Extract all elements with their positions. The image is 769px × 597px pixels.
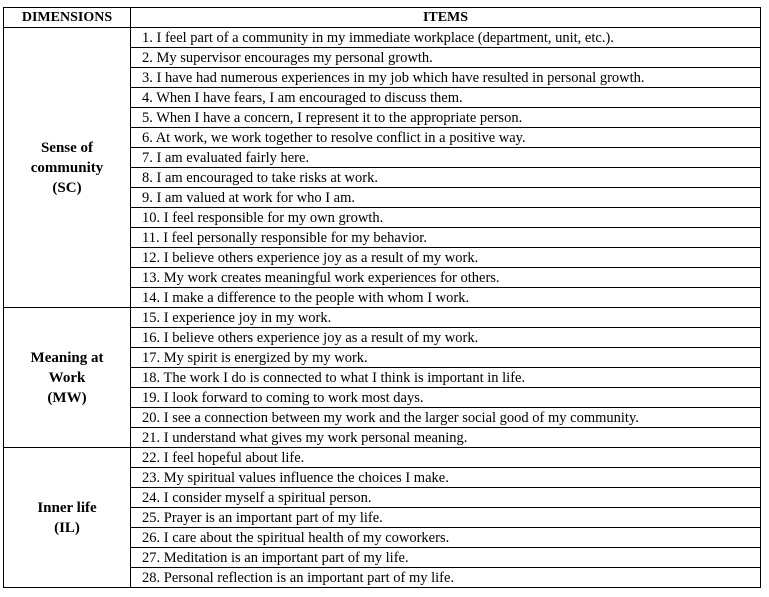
item-cell: 25. Prayer is an important part of my life. [131,508,761,528]
item-cell: 14. I make a difference to the people with whom I work. [131,288,761,308]
item-cell: 28. Personal reflection is an important part of my life. [131,568,761,588]
item-cell: 20. I see a connection between my work and the larger social good of my community. [131,408,761,428]
dimension-label-line: Inner life [37,499,97,516]
item-cell: 23. My spiritual values influence the choices I make. [131,468,761,488]
item-cell: 9. I am valued at work for who I am. [131,188,761,208]
item-cell: 26. I care about the spiritual health of my coworkers. [131,528,761,548]
item-cell: 18. The work I do is connected to what I think is important in life. [131,368,761,388]
dimension-cell [4,28,131,308]
header-dimensions: DIMENSIONS [4,8,131,28]
header-items: ITEMS [131,8,761,28]
item-cell: 15. I experience joy in my work. [131,308,761,328]
item-cell: 10. I feel responsible for my own growth. [131,208,761,228]
table-row [4,448,761,468]
item-cell: 7. I am evaluated fairly here. [131,148,761,168]
item-cell: 3. I have had numerous experiences in my job which have resulted in personal growth. [131,68,761,88]
dimension-label-line: (MW) [47,389,87,406]
item-cell: 11. I feel personally responsible for my behavior. [131,228,761,248]
header-row [4,8,761,28]
item-cell: 12. I believe others experience joy as a result of my work. [131,248,761,268]
table-row [4,308,761,328]
item-cell: 6. At work, we work together to resolve conflict in a positive way. [131,128,761,148]
dimension-cell [4,448,131,588]
item-cell: 8. I am encouraged to take risks at work. [131,168,761,188]
dimension-label-line: (SC) [52,179,82,196]
item-cell: 21. I understand what gives my work personal meaning. [131,428,761,448]
item-cell: 19. I look forward to coming to work most days. [131,388,761,408]
dimensions-items-table [3,7,761,588]
item-cell: 5. When I have a concern, I represent it to the appropriate person. [131,108,761,128]
item-cell: 17. My spirit is energized by my work. [131,348,761,368]
dimension-label-line: Sense of [40,139,94,156]
item-cell: 4. When I have fears, I am encouraged to discuss them. [131,88,761,108]
item-cell: 13. My work creates meaningful work experiences for others. [131,268,761,288]
table-row [4,28,761,48]
dimension-label-line: (IL) [54,519,80,536]
dimension-label-line: community [30,159,104,176]
item-cell: 16. I believe others experience joy as a result of my work. [131,328,761,348]
dimension-cell [4,308,131,448]
item-cell: 2. My supervisor encourages my personal growth. [131,48,761,68]
item-cell: 22. I feel hopeful about life. [131,448,761,468]
item-cell: 27. Meditation is an important part of my life. [131,548,761,568]
item-cell: 24. I consider myself a spiritual person. [131,488,761,508]
item-cell: 1. I feel part of a community in my immediate workplace (department, unit, etc.). [131,28,761,48]
dimension-label-line: Meaning at [30,349,104,366]
table-body [4,28,761,588]
dimension-label-line: Work [48,369,86,386]
